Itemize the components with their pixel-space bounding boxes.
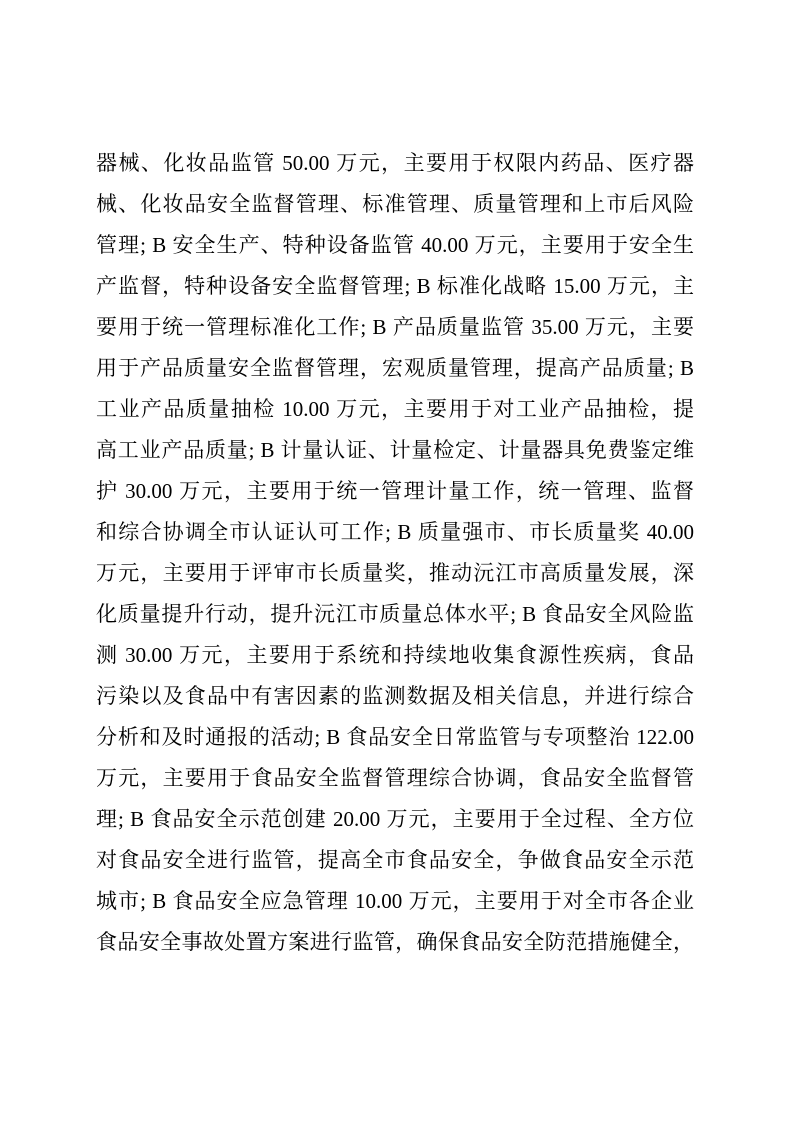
text-line: 工业产品质量抽检 10.00 万元，主要用于对工业产品抽检，提: [96, 397, 694, 421]
text-line: 器械、化妆品监管 50.00 万元，主要用于权限内药品、医疗器: [96, 151, 694, 175]
text-line: 用于产品质量安全监督管理，宏观质量管理，提高产品质量; B: [96, 356, 694, 380]
text-line: 化质量提升行动，提升沅江市质量总体水平; B 食品安全风险监: [96, 602, 694, 626]
text-line: 械、化妆品安全监督管理、标准管理、质量管理和上市后风险: [96, 192, 694, 216]
text-line: 产监督，特种设备安全监督管理; B 标准化战略 15.00 万元，主: [96, 274, 694, 298]
budget-paragraph: [96, 143, 694, 963]
text-line: 对食品安全进行监管，提高全市食品安全，争做食品安全示范: [96, 848, 694, 872]
text-line: 食品安全事故处置方案进行监管，确保食品安全防范措施健全，: [96, 930, 694, 954]
text-line: 要用于统一管理标准化工作; B 产品质量监管 35.00 万元，主要: [96, 315, 694, 339]
text-line: 城市; B 食品安全应急管理 10.00 万元，主要用于对全市各企业: [96, 889, 694, 913]
text-line: 管理; B 安全生产、特种设备监管 40.00 万元，主要用于安全生: [96, 233, 694, 257]
text-line: 护 30.00 万元，主要用于统一管理计量工作，统一管理、监督: [96, 479, 694, 503]
text-line: 和综合协调全市认证认可工作; B 质量强市、市长质量奖 40.00: [96, 520, 694, 544]
text-line: 万元，主要用于食品安全监督管理综合协调，食品安全监督管: [96, 766, 694, 790]
text-line: 分析和及时通报的活动; B 食品安全日常监管与专项整治 122.00: [96, 725, 694, 749]
text-line: 测 30.00 万元，主要用于系统和持续地收集食源性疾病，食品: [96, 643, 694, 667]
text-line: 高工业产品质量; B 计量认证、计量检定、计量器具免费鉴定维: [96, 438, 694, 462]
text-line: 万元，主要用于评审市长质量奖，推动沅江市高质量发展，深: [96, 561, 694, 585]
text-line: 理; B 食品安全示范创建 20.00 万元，主要用于全过程、全方位: [96, 807, 694, 831]
text-line: 污染以及食品中有害因素的监测数据及相关信息，并进行综合: [96, 684, 694, 708]
